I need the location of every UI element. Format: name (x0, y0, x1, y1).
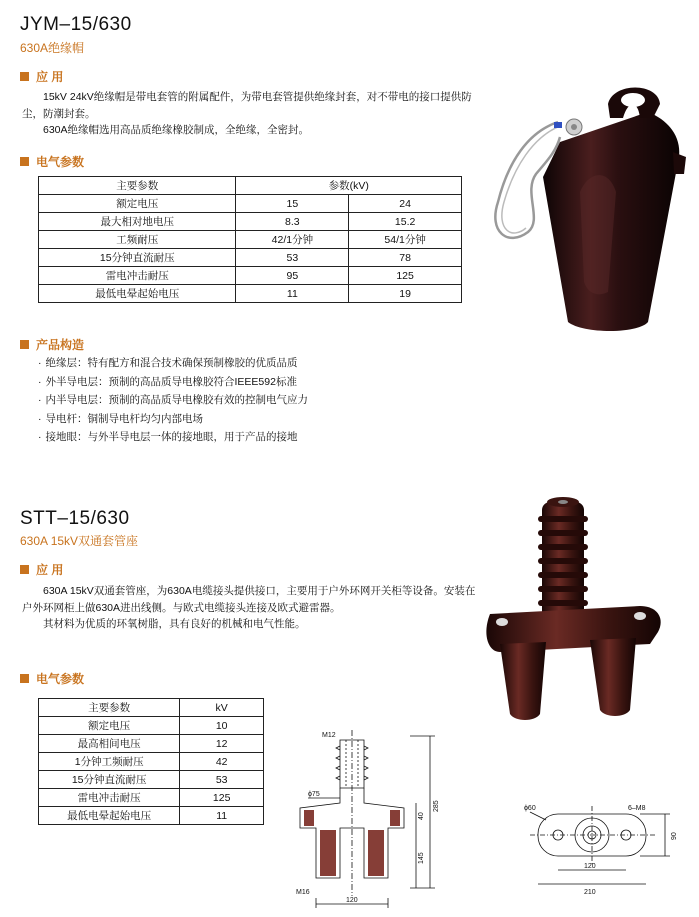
table-cell: 54/1分钟 (349, 231, 462, 249)
product2-application-text (22, 583, 482, 633)
table-cell: 额定电压 (39, 717, 180, 735)
insulating-cap-photo (488, 82, 688, 337)
product1-application-heading (20, 68, 63, 85)
table-row (39, 717, 264, 735)
table-row (39, 213, 462, 231)
bushing-section-drawing (290, 728, 475, 910)
dim-label: 6–M8 (628, 805, 646, 812)
table-cell: 15分钟直流耐压 (39, 771, 180, 789)
table-cell: 10 (180, 717, 264, 735)
table-cell: 15.2 (349, 213, 462, 231)
dim-label: ϕ60 (524, 805, 536, 812)
table-header-cell: 主要参数 (39, 699, 180, 717)
table-header-cell: 主要参数 (39, 177, 236, 195)
product1-name: 630A绝缘帽 (20, 41, 85, 55)
heading-text: 电气参数 (36, 155, 85, 169)
table-cell: 额定电压 (39, 195, 236, 213)
product2-electrical-heading (20, 670, 84, 687)
table-row (39, 735, 264, 753)
table-header-row (39, 699, 264, 717)
dim-label: 120 (346, 897, 358, 904)
dim-label: 145 (418, 852, 425, 864)
square-bullet-icon (20, 72, 29, 81)
table-cell: 78 (349, 249, 462, 267)
dim-label: ϕ75 (308, 791, 320, 798)
table-row (39, 807, 264, 825)
table-row (39, 753, 264, 771)
table-cell: 42/1分钟 (236, 231, 349, 249)
dim-label: 210 (584, 889, 596, 896)
list-item: · 导电杆：铜制导电杆均匀内部电场 (38, 410, 458, 429)
table-cell: 125 (349, 267, 462, 285)
table-cell: 125 (180, 789, 264, 807)
table-cell: 24 (349, 195, 462, 213)
table-cell: 最低电晕起始电压 (39, 807, 180, 825)
heading-text: 电气参数 (36, 672, 85, 686)
list-item: · 外半导电层：预制的高品质导电橡胶符合IEEE592标准 (38, 373, 458, 392)
dim-label: 120 (584, 863, 596, 870)
paragraph: 630A 15kV双通套管座，为630A电缆接头提供接口，主要用于户外环网开关柜等设备。安装在户外环网柜上做630A进出线侧。与欧式电缆接头连接及欧式避雷器。 (22, 585, 476, 614)
table-cell: 53 (180, 771, 264, 789)
table-cell: 1分钟工频耐压 (39, 753, 180, 771)
product2-param-table (38, 698, 264, 825)
table-cell: 12 (180, 735, 264, 753)
table-cell: 雷电冲击耐压 (39, 267, 236, 285)
product2-application-heading (20, 561, 63, 578)
product1-param-table (38, 176, 462, 303)
table-header-row (39, 177, 462, 195)
paragraph: 630A绝缘帽选用高品质绝缘橡胶制成，全绝缘，全密封。 (43, 124, 310, 136)
table-row (39, 267, 462, 285)
product1-model: JYM–15/630 (20, 14, 132, 35)
heading-text: 应 用 (36, 563, 64, 577)
table-header-cell: 参数(kV) (236, 177, 462, 195)
table-cell: 15分钟直流耐压 (39, 249, 236, 267)
dim-label: M12 (322, 732, 336, 739)
paragraph: 15kV 24kV绝缘帽是带电套管的附属配件，为带电套管提供绝缘封套，对不带电的接口提供防尘，防潮封套。 (22, 91, 472, 120)
dim-label: 285 (433, 800, 440, 812)
table-cell: 11 (236, 285, 349, 303)
product1-structure-heading (20, 336, 84, 353)
paragraph: 其材料为优质的环氧树脂，具有良好的机械和电气性能。 (43, 618, 306, 630)
table-cell: 42 (180, 753, 264, 771)
table-row (39, 195, 462, 213)
bushing-photo (480, 494, 670, 724)
table-cell: 8.3 (236, 213, 349, 231)
heading-text: 产品构造 (36, 338, 85, 352)
table-cell: 53 (236, 249, 349, 267)
square-bullet-icon (20, 674, 29, 683)
table-cell: 19 (349, 285, 462, 303)
product1-application-text (22, 89, 472, 139)
table-cell: 最高相间电压 (39, 735, 180, 753)
table-cell: 95 (236, 267, 349, 285)
square-bullet-icon (20, 565, 29, 574)
list-item: · 绝缘层：特有配方和混合技术确保预制橡胶的优质品质 (38, 354, 458, 373)
table-row (39, 789, 264, 807)
table-row (39, 231, 462, 249)
dim-label: 40 (418, 812, 425, 820)
list-item: · 内半导电层：预制的高品质导电橡胶有效的控制电气应力 (38, 391, 458, 410)
table-cell: 最低电晕起始电压 (39, 285, 236, 303)
list-item: · 接地眼：与外半导电层一体的接地眼，用于产品的接地 (38, 428, 458, 447)
heading-text: 应 用 (36, 70, 64, 84)
table-cell: 15 (236, 195, 349, 213)
product1-structure-list (38, 354, 458, 447)
table-row (39, 285, 462, 303)
square-bullet-icon (20, 340, 29, 349)
table-cell: 雷电冲击耐压 (39, 789, 180, 807)
product2-name: 630A 15kV双通套管座 (20, 534, 139, 548)
square-bullet-icon (20, 157, 29, 166)
product1-electrical-heading (20, 153, 84, 170)
table-row (39, 771, 264, 789)
bushing-top-view-drawing (520, 800, 690, 900)
table-cell: 最大相对地电压 (39, 213, 236, 231)
dim-label: M16 (296, 889, 310, 896)
table-row (39, 249, 462, 267)
product2-model: STT–15/630 (20, 508, 130, 529)
dim-label: 90 (671, 832, 678, 840)
table-cell: 11 (180, 807, 264, 825)
table-header-cell: kV (180, 699, 264, 717)
table-cell: 工频耐压 (39, 231, 236, 249)
